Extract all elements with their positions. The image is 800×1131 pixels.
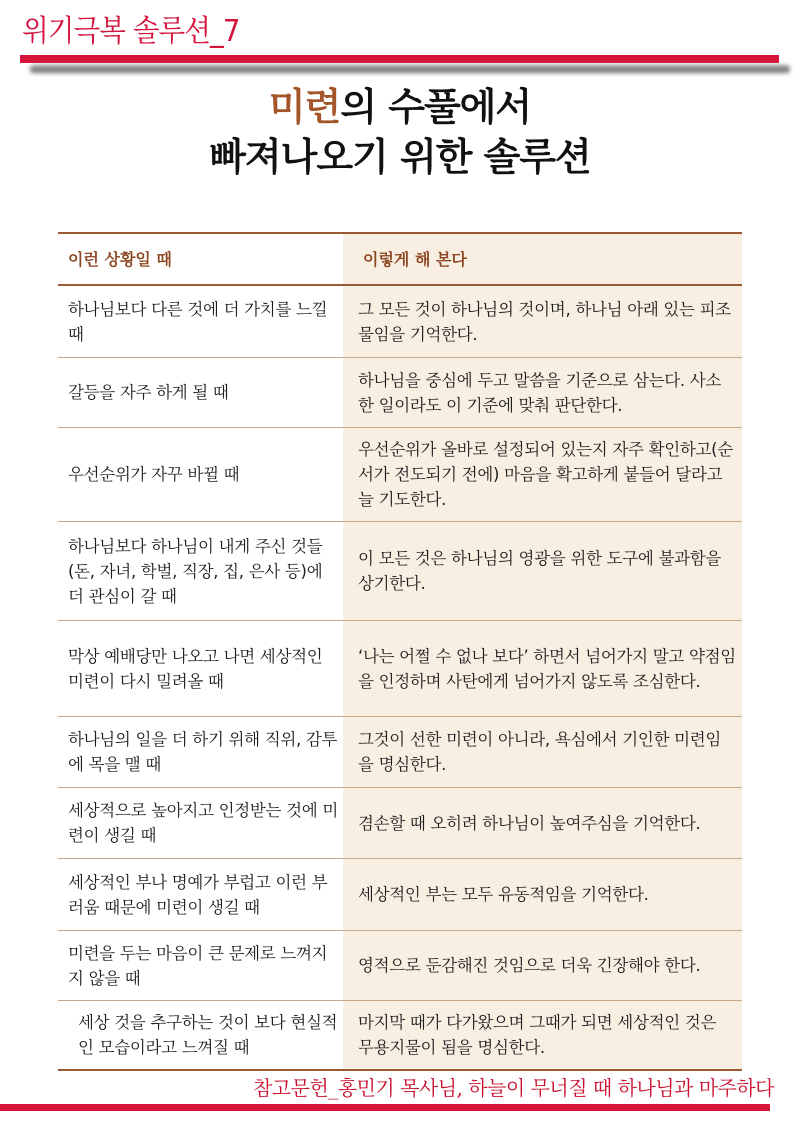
situation-text: 갈등을 자주 하게 될 때 — [68, 383, 229, 402]
title-line-2: 빠져나오기 위한 솔루션 — [209, 135, 591, 179]
situation-text: 세상적으로 높아지고 인정받는 것에 미련이 생길 때 — [68, 801, 339, 845]
situation-cell — [78, 1001, 348, 1069]
solution-cell — [358, 1001, 736, 1069]
solution-table — [58, 232, 742, 1070]
solution-cell — [358, 286, 736, 357]
situation-cell — [68, 788, 338, 858]
solution-text: 세상적인 부는 모두 유동적임을 기억한다. — [358, 885, 649, 904]
solution-cell — [358, 621, 736, 716]
column-header-solution: 이렇게 해 본다 — [363, 250, 467, 269]
reference-citation: 참고문헌_홍민기 목사님, 하늘이 무너질 때 하나님과 마주하다 — [252, 1076, 774, 1100]
solution-text: 마지막 때가 다가왔으며 그때가 되면 세상적인 것은 무용지물이 됨을 명심한다. — [358, 1013, 717, 1057]
situation-text: 하나님보다 하나님이 내게 주신 것들(돈, 자녀, 학벌, 직장, 집, 은사 등)에 더 관심이 갈 때 — [68, 536, 323, 606]
situation-text: 하나님보다 다른 것에 더 가치를 느낄 때 — [68, 299, 328, 344]
solution-cell — [358, 931, 736, 1000]
series-label: 위기극복 솔루션_7 — [22, 14, 240, 49]
solution-cell — [358, 358, 736, 427]
situation-cell — [68, 931, 338, 1000]
table-row — [58, 286, 742, 357]
solution-text: 그것이 선한 미련이 아니라, 욕심에서 기인한 미련임을 명심한다. — [358, 730, 722, 774]
situation-text: 세상 것을 추구하는 것이 보다 현실적인 모습이라고 느껴질 때 — [78, 1013, 338, 1057]
situation-text: 하나님의 일을 더 하기 위해 직위, 감투에 목을 맬 때 — [68, 730, 338, 774]
situation-text: 미련을 두는 마음이 큰 문제로 느껴지지 않을 때 — [68, 943, 328, 988]
situation-cell — [68, 717, 338, 787]
solution-cell — [358, 522, 736, 620]
situation-text: 세상적인 부나 명예가 부럽고 이런 부러움 때문에 미련이 생길 때 — [68, 872, 328, 917]
table-bottom-rule — [58, 1069, 742, 1071]
table-row — [58, 428, 742, 521]
table-row — [58, 621, 742, 716]
solution-cell — [358, 859, 736, 930]
situation-cell — [68, 428, 338, 521]
top-divider-bar — [20, 55, 779, 63]
page-title — [0, 82, 800, 182]
solution-text: ‘나는 어쩔 수 없나 보다’ 하면서 넘어가지 말고 약점임을 인정하며 사탄에게 넘어가지 않도록 조심한다. — [358, 646, 736, 691]
table-row — [58, 931, 742, 1000]
table-row — [58, 717, 742, 787]
title-line-1-rest: 의 수풀에서 — [340, 85, 532, 129]
solution-cell — [358, 788, 736, 858]
title-accent: 미련 — [268, 85, 341, 129]
table-row — [58, 522, 742, 620]
situation-cell — [68, 358, 338, 427]
table-row — [58, 1001, 742, 1069]
bottom-divider-bar — [0, 1104, 770, 1111]
table-row — [58, 788, 742, 858]
solution-cell — [358, 717, 736, 787]
table-row — [58, 859, 742, 930]
situation-cell — [68, 286, 338, 357]
title-line-1 — [0, 82, 800, 132]
situation-text: 우선순위가 자꾸 바뀔 때 — [68, 465, 240, 484]
situation-cell — [68, 522, 338, 620]
top-divider-shadow — [30, 65, 790, 73]
solution-text: 하나님을 중심에 두고 말씀을 기준으로 삼는다. 사소한 일이라도 이 기준에 맞춰 판단한다. — [358, 370, 722, 415]
table-row — [58, 358, 742, 427]
solution-text: 이 모든 것은 하나님의 영광을 위한 도구에 불과함을 상기한다. — [358, 549, 722, 593]
situation-cell — [68, 621, 338, 716]
solution-cell — [358, 428, 736, 521]
solution-text: 영적으로 둔감해진 것임으로 더욱 긴장해야 한다. — [358, 956, 701, 975]
solution-text: 겸손할 때 오히려 하나님이 높여주심을 기억한다. — [358, 813, 701, 833]
solution-text: 그 모든 것이 하나님의 것이며, 하나님 아래 있는 피조물임을 기억한다. — [358, 299, 731, 344]
solution-text: 우선순위가 올바로 설정되어 있는지 자주 확인하고(순서가 전도되기 전에) 마음을 확고하게 붙들어 달라고 늘 기도한다. — [358, 440, 733, 509]
situation-text: 막상 예배당만 나오고 나면 세상적인 미련이 다시 밀려올 때 — [68, 646, 323, 691]
situation-cell — [68, 859, 338, 930]
column-header-situation: 이런 상황일 때 — [68, 250, 172, 269]
